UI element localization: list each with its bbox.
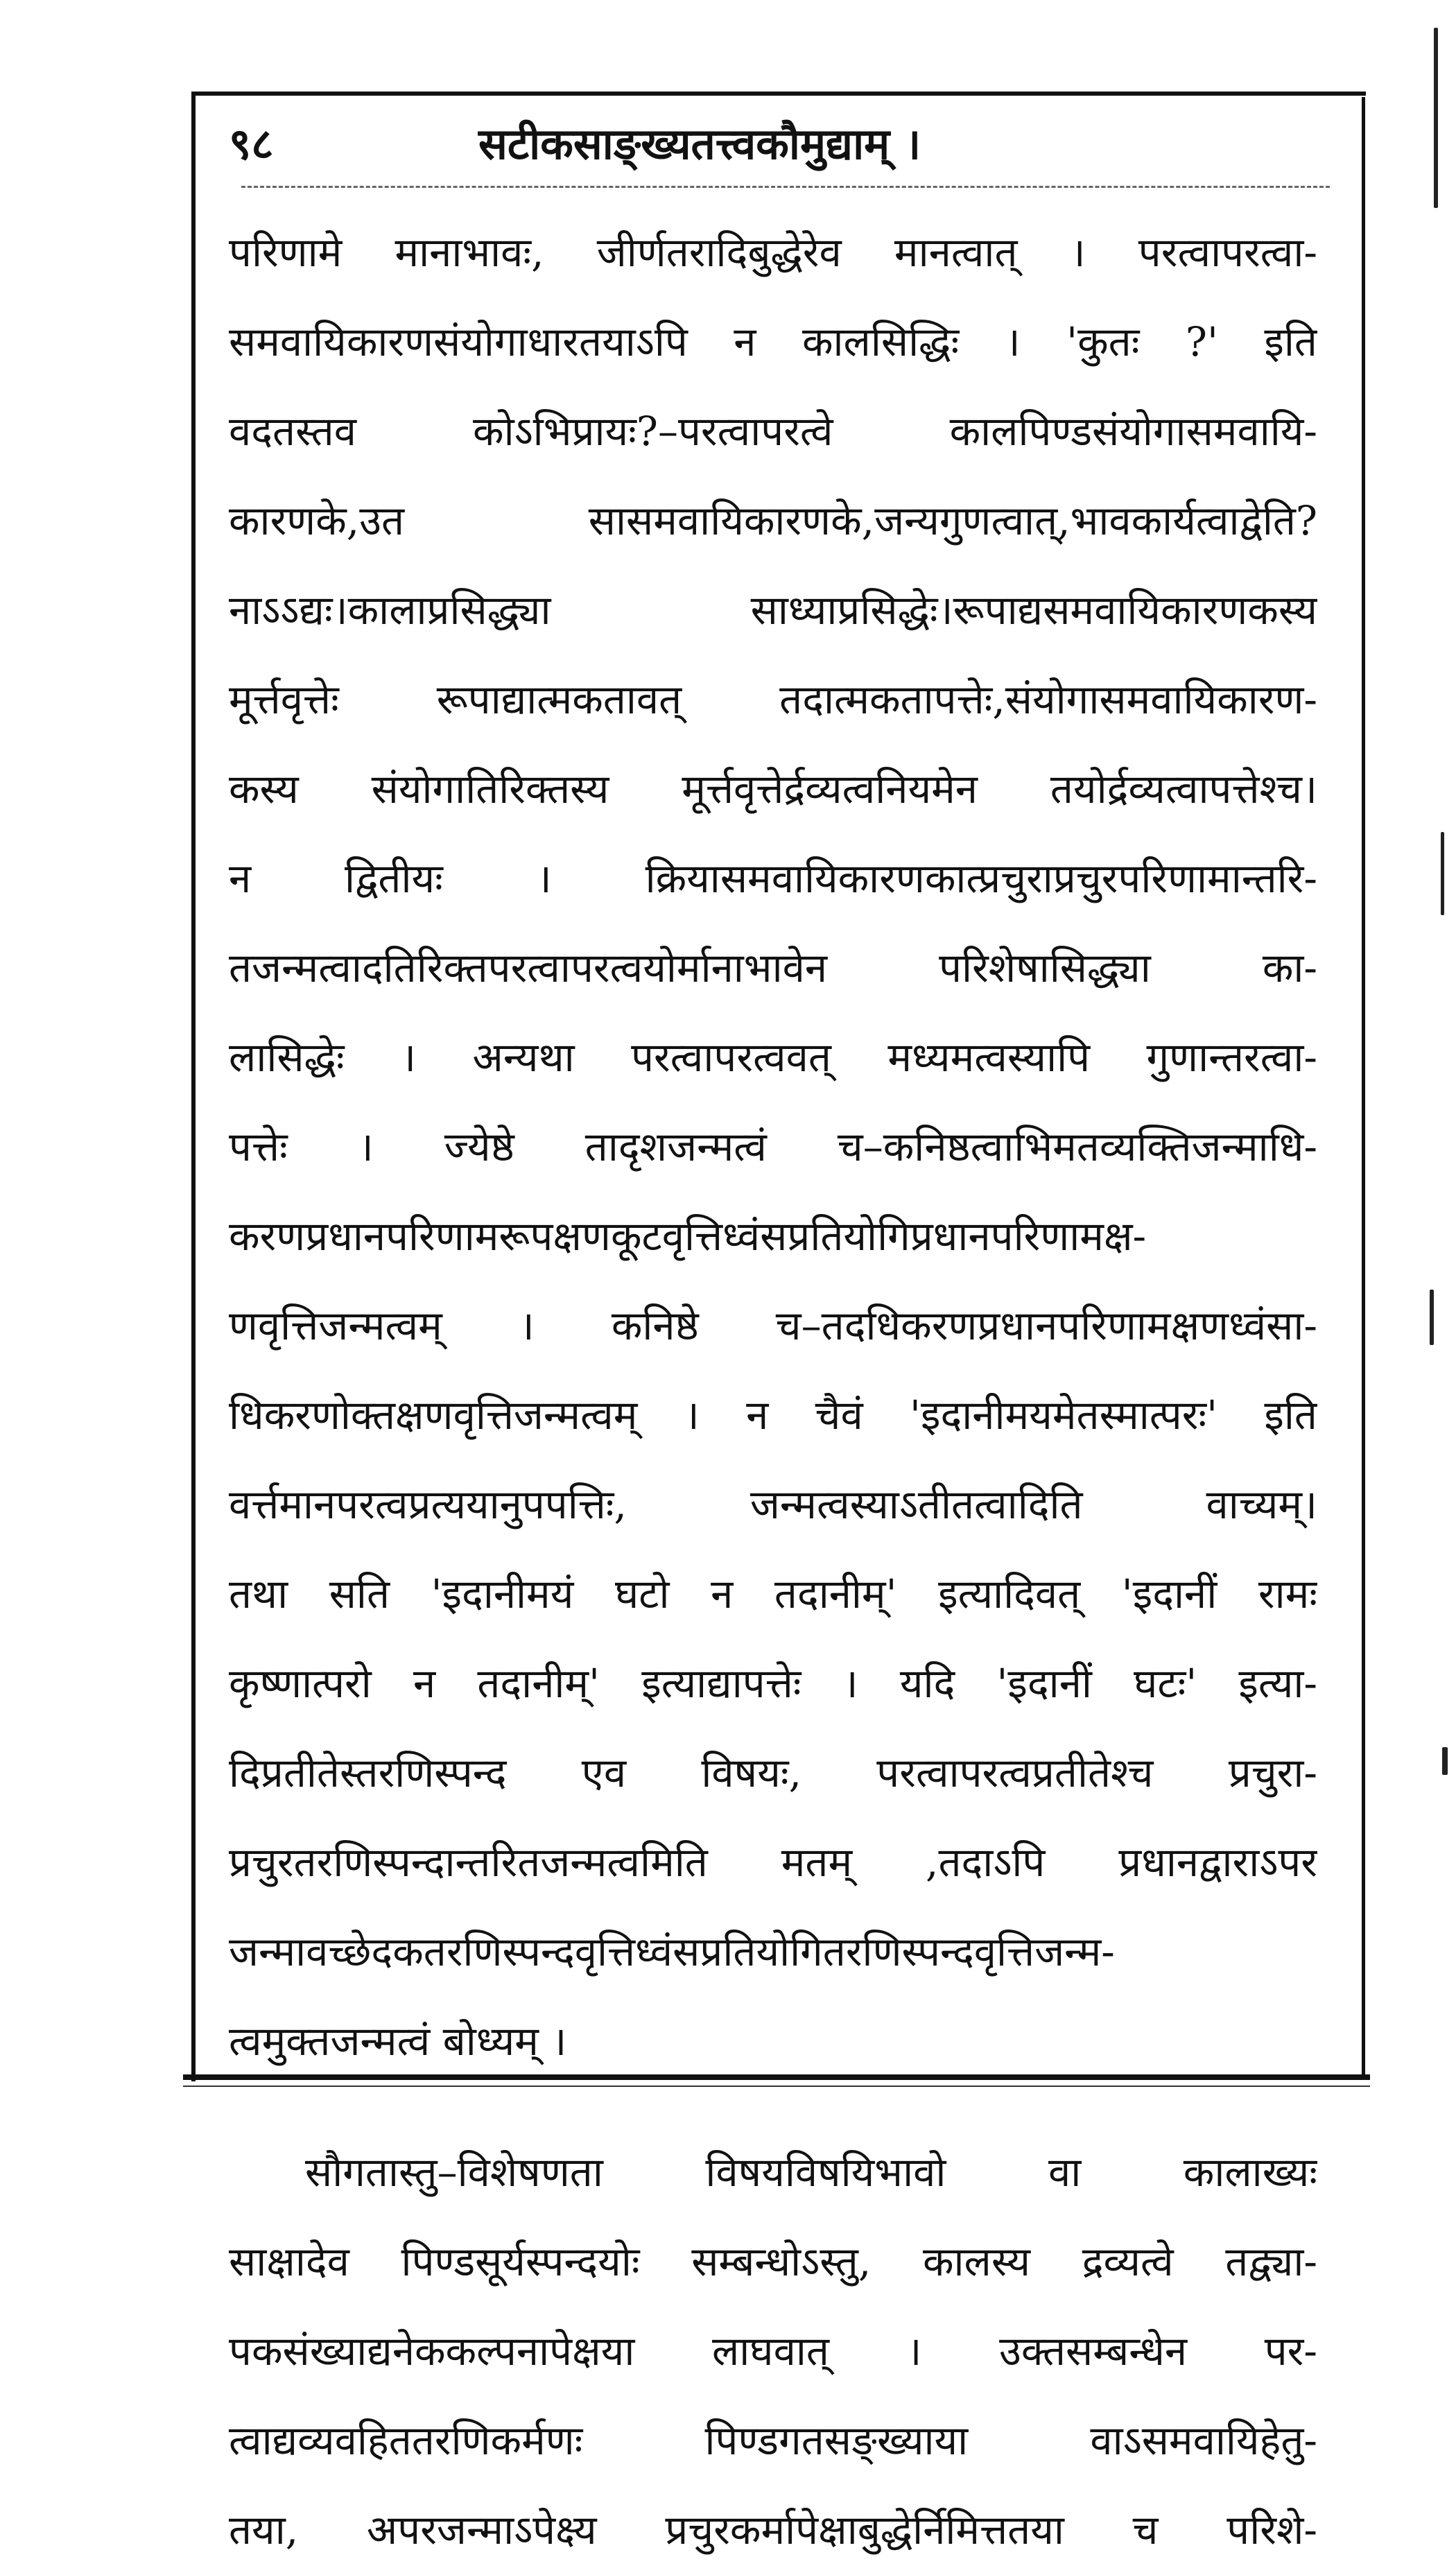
text-line: तजन्मत्वादतिरिक्तपरत्वापरत्वयोर्मानाभावेन परिशेषासिद्ध्या का- [229,944,1317,991]
text-line: कृष्णात्परो न तदानीम्' इत्याद्यापत्तेः । यदि 'इदानीं घटः' इत्या- [229,1660,1317,1707]
paragraph-gap [229,2086,1317,2128]
text-line: त्वाद्यव्यवहिततरणिकर्मणः पिण्डगतसङ्ख्याया वाऽसमवायिहेतु- [229,2417,1317,2464]
text-line: न द्वितीयः । क्रियासमवायिकारणकात्प्रचुराप्रचुरपरिणामान्तरि- [229,855,1317,902]
text-line: कारणके,उत सासमवायिकारणके,जन्यगुणत्वात्,भावकार्यत्वाद्वेति? [229,497,1317,544]
running-title: सटीकसाङ्ख्यतत्त्वकौमुद्याम् । [478,119,921,169]
scan-edge-mark [1441,832,1444,915]
text-line: वर्त्तमानपरत्वप्रत्ययानुपपत्तिः, जन्मत्वस्याऽतीतत्वादिति वाच्यम्। [229,1481,1317,1528]
text-line: वदतस्तव कोऽभिप्रायः?–परत्वापरत्वे कालपिण्डसंयोगासमवायि- [229,408,1317,455]
text-line: धिकरणोक्तक्षणवृत्तिजन्मत्वम् । न चैवं 'इदानीमयमेतस्मात्परः' इति [229,1391,1317,1439]
paragraph-1 [229,208,1317,2086]
page-frame-top-rule [194,92,1366,96]
text-line: जन्मावच्छेदकतरणिस्पन्दवृत्तिध्वंसप्रतियोगितरणिस्पन्दवृत्तिजन्म- [229,1928,1115,1975]
text-line: नाऽऽद्यः।कालाप्रसिद्ध्या साध्याप्रसिद्धेः।रूपाद्यसमवायिकारणकस्य [229,587,1317,634]
page-frame-right-rule [1362,97,1365,2080]
text-line: तथा सति 'इदानीमयं घटो न तदानीम्' इत्यादिवत् 'इदानीं रामः [229,1570,1317,1618]
paragraph-2 [229,2128,1317,2575]
text-line: पत्तेः । ज्येष्ठे तादृशजन्मत्वं च–कनिष्ठत्वाभिमतव्यक्तिजन्माधि- [229,1123,1317,1170]
scan-edge-mark [1442,1747,1448,1775]
text-line: समवायिकारणसंयोगाधारतयाऽपि न कालसिद्धिः । 'कुतः ?' इति [229,318,1317,365]
text-line: परिणामे मानाभावः, जीर्णतरादिबुद्धेरेव मानत्वात् । परत्वापरत्वा- [229,229,1317,276]
text-line: कस्य संयोगातिरिक्तस्य मूर्त्तवृत्तेर्द्रव्यत्वनियमेन तयोर्द्रव्यत्वापत्तेश्च। [229,765,1317,813]
text-line: दिप्रतीतेस्तरणिस्पन्द एव विषयः, परत्वापरत्वप्रतीतेश्च प्रचुरा- [229,1749,1317,1796]
text-line: पकसंख्याद्यनेककल्पनापेक्षया लाघवात् । उक्तसम्बन्धेन पर- [229,2327,1317,2375]
header-divider [241,186,1330,188]
page-frame-left-rule [191,92,196,2081]
page-body [229,208,1317,2575]
scan-edge-mark [1430,1290,1434,1345]
text-line: मूर्त्तवृत्तेः रूपाद्यात्मकतावत् तदात्मकतापत्तेः,संयोगासमवायिकारण- [229,676,1317,723]
text-line: तया, अपरजन्माऽपेक्ष्य प्रचुरकर्मापेक्षाबुद्धेर्निमित्ततया च परिशे- [229,2506,1317,2554]
text-line: करणप्रधानपरिणामरूपक्षणकूटवृत्तिध्वंसप्रतियोगिप्रधानपरिणामक्ष- [229,1213,1147,1260]
text-line: प्रचुरतरणिस्पन्दान्तरितजन्मत्वमिति मतम् ,तदाऽपि प्रधानद्वाराऽपर [229,1839,1317,1886]
text-line: त्वमुक्तजन्मत्वं बोध्यम् । [229,2018,567,2065]
text-line: सौगतास्तु–विशेषणता विषयविषयिभावो वा कालाख्यः [305,2149,1317,2196]
scan-edge-mark [1434,28,1438,208]
text-line: णवृत्तिजन्मत्वम् । कनिष्ठे च–तदधिकरणप्रधानपरिणामक्षणध्वंसा- [229,1302,1317,1349]
text-line: साक्षादेव पिण्डसूर्यस्पन्दयोः सम्बन्धोऽस्तु, कालस्य द्रव्यत्वे तद्व्या- [229,2238,1317,2285]
text-line: लासिद्धेः । अन्यथा परत्वापरत्ववत् मध्यमत्वस्यापि गुणान्तरत्वा- [229,1034,1317,1081]
page-number: ९८ [229,119,274,169]
